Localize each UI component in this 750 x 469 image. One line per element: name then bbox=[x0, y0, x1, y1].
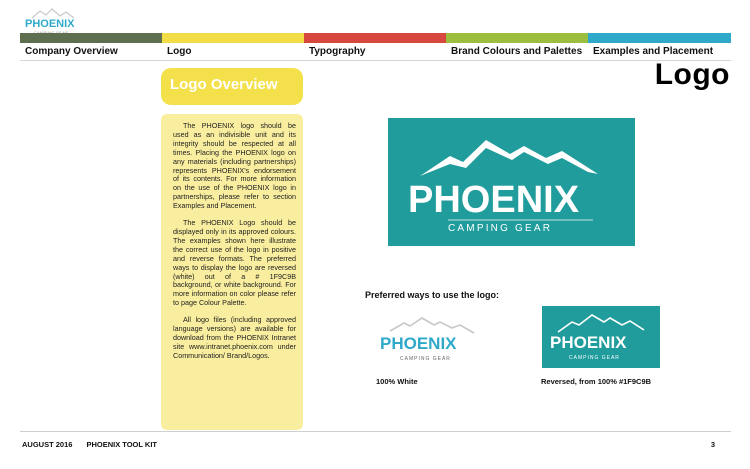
nav-logo[interactable]: Logo bbox=[167, 46, 192, 57]
strip-examples bbox=[588, 33, 731, 43]
strip-company-overview bbox=[20, 33, 162, 43]
overview-paragraph: All logo files (including approved language versions) are available for download from the PHOENIX Intranet site www.intranet.phoenix.com under Communication/ Brand/Logos. bbox=[173, 315, 296, 360]
teal-logo-tagline: CAMPING GEAR bbox=[569, 355, 620, 361]
overview-paragraph: The PHOENIX logo should be used as an indivisible unit and its integrity should be respected at all times. Placing the PHOENIX logo on any materials (including partnerships) represents PHOENIX's endorsement of its contents. For more information on the use of the PHOENIX logo in partnerships, please refer to section Examples and Placement. bbox=[173, 121, 296, 211]
overview-text-panel bbox=[161, 114, 303, 430]
overview-paragraph: The PHOENIX Logo should be displayed only in its approved colours. The examples shown here illustrate the correct use of the logo in positive and reverse formats. The preferred ways to display the logo are reversed (white) out of a # 1F9C9B background, or white background. For more information on color please refer to page Colour Palette. bbox=[173, 218, 296, 308]
main-logo-tagline: CAMPING GEAR bbox=[448, 223, 553, 234]
teal-logo-caption: Reversed, from 100% #1F9C9B bbox=[541, 377, 652, 386]
top-logo-word: PHOENIX bbox=[25, 18, 75, 30]
overview-heading: Logo Overview bbox=[170, 76, 278, 93]
nav-color-strip bbox=[20, 33, 731, 43]
teal-logo-word: PHOENIX bbox=[550, 333, 627, 352]
nav-divider bbox=[20, 60, 731, 61]
nav-company-overview[interactable]: Company Overview bbox=[25, 46, 118, 57]
nav-examples-placement[interactable]: Examples and Placement bbox=[593, 46, 714, 57]
footer-divider bbox=[20, 431, 731, 432]
phoenix-top-logo[interactable] bbox=[22, 6, 92, 36]
page-number: 3 bbox=[710, 440, 715, 449]
mountain-icon bbox=[32, 9, 74, 18]
white-logo-caption: 100% White bbox=[376, 377, 418, 386]
footer-kit-name: PHOENIX TOOL KIT bbox=[86, 440, 158, 449]
strip-brand-colours bbox=[446, 33, 588, 43]
strip-typography bbox=[304, 33, 446, 43]
phoenix-logo-reversed-version bbox=[542, 306, 660, 368]
main-logo-word: PHOENIX bbox=[408, 179, 580, 221]
nav-brand-colours[interactable]: Brand Colours and Palettes bbox=[451, 46, 583, 57]
footer-date: AUGUST 2016 bbox=[22, 440, 73, 449]
nav-typography[interactable]: Typography bbox=[309, 46, 366, 57]
strip-logo bbox=[162, 33, 304, 43]
mountain-icon bbox=[390, 318, 474, 333]
phoenix-main-logo bbox=[388, 118, 635, 246]
overview-heading-box bbox=[161, 68, 303, 105]
preferred-usage-label: Preferred ways to use the logo: bbox=[365, 290, 500, 300]
phoenix-logo-white-version bbox=[376, 313, 486, 367]
white-logo-tagline: CAMPING GEAR bbox=[400, 356, 451, 362]
footer-left bbox=[22, 440, 157, 449]
white-logo-word: PHOENIX bbox=[380, 334, 457, 353]
page-title: Logo bbox=[654, 58, 730, 91]
